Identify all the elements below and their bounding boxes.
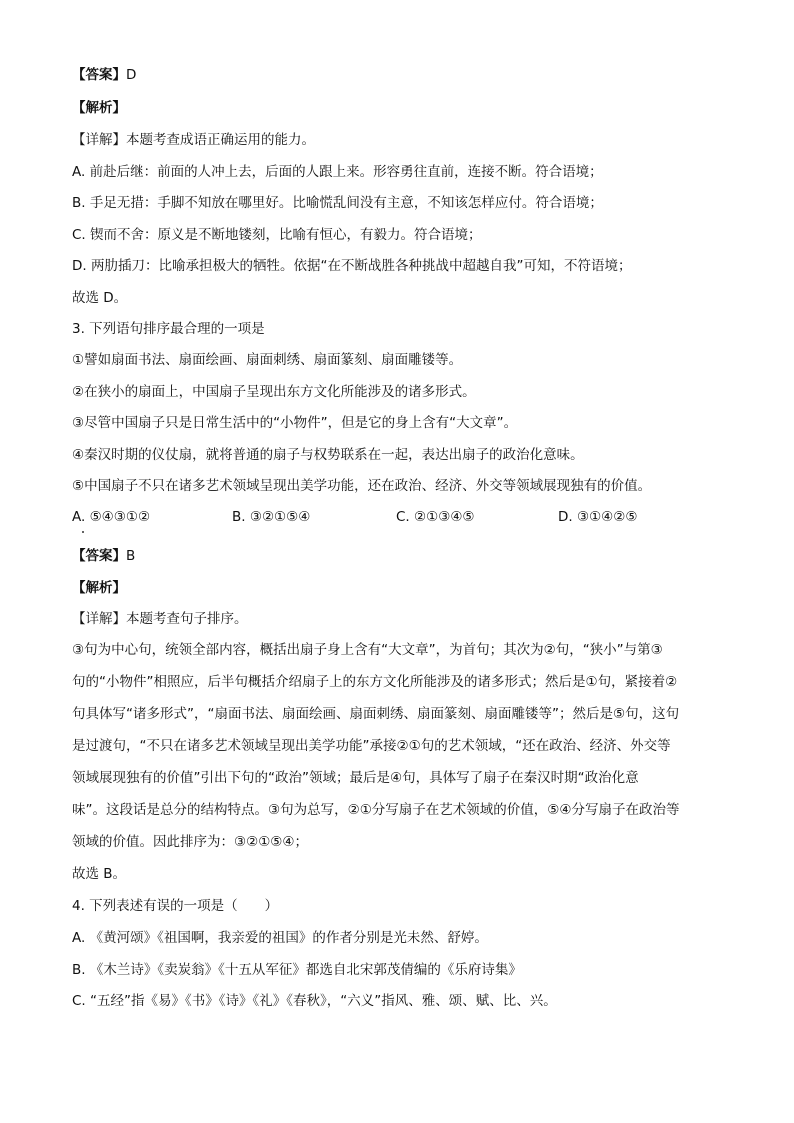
q3-sentence-1: ①譬如扇面书法、扇面绘画、扇面刺绣、扇面篆刻、扇面雕镂等。 (72, 352, 463, 368)
q3-stem: 3. 下列语句排序最合理的一项是 (72, 321, 265, 337)
q2-item-b: B. 手足无措：手脚不知放在哪里好。比喻慌乱间没有主意，不知该怎样应付。符合语境； (72, 195, 603, 211)
q3-sentence-4: ④秦汉时期的仪仗扇，就将普通的扇子与权势联系在一起，表达出扇子的政治化意味。 (72, 447, 584, 463)
q3-answer (72, 546, 732, 566)
q3-sentence-2: ②在狭小的扇面上，中国扇子呈现出东方文化所能涉及的诸多形式。 (72, 384, 476, 400)
q2-conclusion: 故选 D。 (72, 290, 128, 306)
q3-explanation-line: 是过渡句，“不只在诸多艺术领域呈现出美学功能”承接②①句的艺术领域，“还在政治、经济、外交等 (72, 738, 671, 754)
q3-explanation-line: 句具体写“诸多形式”，“扇面书法、扇面绘画、扇面刺绣、扇面篆刻、扇面雕镂等”；然后是⑤句，这句 (72, 706, 680, 722)
q3-sentence-3: ③尽管中国扇子只是日常生活中的“小物件”，但是它的身上含有“大文章”。 (72, 415, 518, 431)
q3-analysis-label: 【解析】 (72, 580, 126, 596)
q3-explanation-line: 句的“小物件”相照应，后半句概括介绍扇子上的东方文化所能涉及的诸多形式；然后是①句，紧接着② (72, 674, 678, 690)
stray-dot (82, 531, 84, 533)
answer-value: D (126, 67, 137, 83)
q3-conclusion: 故选 B。 (72, 866, 127, 882)
q3-option-c: C. ②①③④⑤ (396, 509, 475, 525)
q3-option-b: B. ③②①⑤④ (232, 509, 311, 525)
q4-option-a: A. 《黄河颂》《祖国啊，我亲爱的祖国》的作者分别是光未然、舒婷。 (72, 930, 488, 946)
answer-label: 【答案】 (72, 548, 126, 564)
q4-option-b: B. 《木兰诗》《卖炭翁》《十五从军征》都选自北宋郭茂倩编的《乐府诗集》 (72, 962, 522, 978)
q3-sentence-5: ⑤中国扇子不只在诸多艺术领域呈现出美学功能，还在政治、经济、外交等领域展现独有的价值。 (72, 478, 652, 494)
answer-label: 【答案】 (72, 67, 126, 83)
q3-option-d: D. ③①④②⑤ (558, 509, 638, 525)
q4-stem: 4. 下列表述有误的一项是（ ） (72, 898, 279, 914)
q2-item-d: D. 两肋插刀：比喻承担极大的牺牲。依据“在不断战胜各种挑战中超越自我”可知，不符语境； (72, 258, 632, 274)
q2-analysis-label: 【解析】 (72, 100, 126, 116)
q3-explanation-line: 味”。这段话是总分的结构特点。③句为总写，②①分写扇子在艺术领域的价值，⑤④分写扇子在政治等 (72, 802, 680, 818)
q3-explanation-line: ③句为中心句，统领全部内容，概括出扇子身上含有“大文章”，为首句；其次为②句，“狭小”与第③ (72, 642, 663, 658)
q3-option-a: A. ⑤④③①② (72, 509, 151, 525)
q3-explanation-line: 领域的价值。因此排序为：③②①⑤④； (72, 834, 309, 850)
q2-item-c: C. 锲而不舍：原义是不断地镂刻，比喻有恒心，有毅力。符合语境； (72, 227, 482, 243)
answer-value: B (126, 548, 136, 564)
q2-detail: 【详解】本题考查成语正确运用的能力。 (72, 132, 315, 148)
q2-item-a: A. 前赴后继：前面的人冲上去，后面的人跟上来。形容勇往直前，连接不断。符合语境； (72, 164, 603, 180)
q2-answer (72, 65, 732, 85)
q4-option-c: C. “五经”指《易》《书》《诗》《礼》《春秋》，“六义”指风、雅、颂、赋、比、兴。 (72, 993, 557, 1009)
q3-explanation-line: 领域展现独有的价值”引出下句的“政治”领域；最后是④句，具体写了扇子在秦汉时期“政治化意 (72, 770, 639, 786)
q3-detail: 【详解】本题考查句子排序。 (72, 611, 248, 627)
